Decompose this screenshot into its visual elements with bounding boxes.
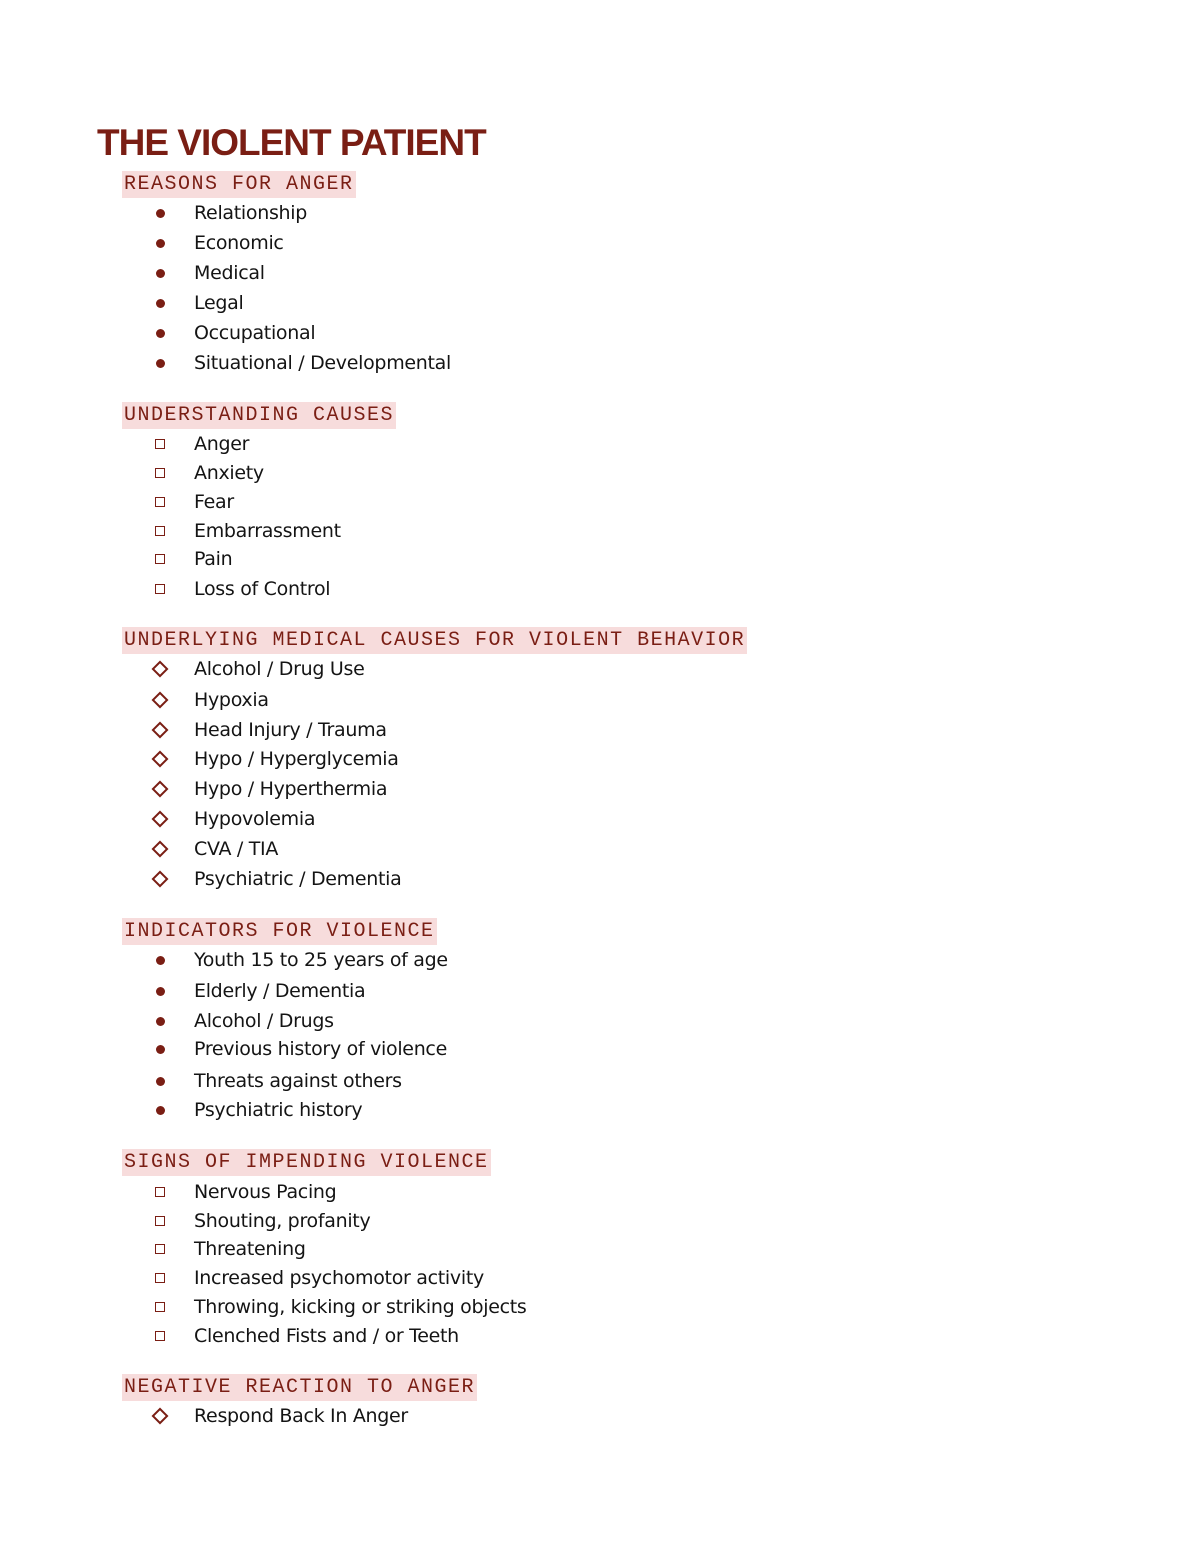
list-item: [0, 1006, 700, 1036]
list-item: [0, 258, 700, 288]
section-heading: NEGATIVE REACTION TO ANGER: [124, 1376, 476, 1399]
list-item-label: Legal: [194, 292, 244, 314]
list-item: [0, 864, 700, 894]
list-item: [0, 654, 700, 684]
square-bullet-icon: [150, 1263, 170, 1293]
list-item: [0, 198, 700, 228]
diamond-bullet-icon: [150, 654, 170, 684]
list-item: [0, 1095, 700, 1125]
list-item-label: Hypoxia: [194, 689, 269, 711]
square-bullet-icon: [150, 544, 170, 574]
square-bullet-icon: [150, 516, 170, 546]
list-item: [0, 318, 700, 348]
bullet-icon: [150, 1006, 170, 1036]
section-heading: UNDERLYING MEDICAL CAUSES FOR VIOLENT BEHAVIOR: [124, 629, 746, 652]
square-bullet-icon: [150, 487, 170, 517]
list-item-label: Psychiatric history: [194, 1099, 363, 1121]
diamond-bullet-icon: [150, 715, 170, 745]
list-item: [0, 1263, 700, 1293]
bullet-icon: [150, 945, 170, 975]
square-bullet-icon: [150, 429, 170, 459]
list-item-label: Elderly / Dementia: [194, 980, 366, 1002]
bullet-icon: [150, 288, 170, 318]
list-item: [0, 945, 700, 975]
list-item: [0, 288, 700, 318]
square-bullet-icon: [150, 1206, 170, 1236]
list-item: [0, 804, 700, 834]
bullet-icon: [150, 976, 170, 1006]
list-item: [0, 1292, 700, 1322]
list-item-label: Alcohol / Drugs: [194, 1010, 334, 1032]
list-item: [0, 1177, 700, 1207]
bullet-icon: [150, 198, 170, 228]
list-item-label: Alcohol / Drug Use: [194, 658, 365, 680]
list-item-label: Loss of Control: [194, 578, 331, 600]
list-item-label: Threats against others: [194, 1070, 402, 1092]
list-item-label: Hypovolemia: [194, 808, 316, 830]
list-item-label: Anger: [194, 433, 250, 455]
list-item-label: Nervous Pacing: [194, 1181, 337, 1203]
list-item-label: Situational / Developmental: [194, 352, 452, 374]
square-bullet-icon: [150, 1177, 170, 1207]
list-item: [0, 429, 700, 459]
list-item: [0, 1034, 700, 1064]
bullet-icon: [150, 258, 170, 288]
list-item-label: Pain: [194, 548, 233, 570]
section-heading: INDICATORS FOR VIOLENCE: [124, 920, 435, 943]
list-item: [0, 834, 700, 864]
square-bullet-icon: [150, 1234, 170, 1264]
list-item: [0, 1066, 700, 1096]
list-item: [0, 774, 700, 804]
diamond-bullet-icon: [150, 804, 170, 834]
bullet-icon: [150, 348, 170, 378]
square-bullet-icon: [150, 1292, 170, 1322]
diamond-bullet-icon: [150, 1401, 170, 1431]
list-item: [0, 487, 700, 517]
section-heading: UNDERSTANDING CAUSES: [124, 404, 395, 427]
list-item-label: Occupational: [194, 322, 316, 344]
list-item: [0, 228, 700, 258]
list-item: [0, 1401, 700, 1431]
list-item: [0, 544, 700, 574]
section-heading: SIGNS OF IMPENDING VIOLENCE: [124, 1151, 489, 1174]
list-item-label: Respond Back In Anger: [194, 1405, 408, 1427]
bullet-icon: [150, 1066, 170, 1096]
list-item-label: Increased psychomotor activity: [194, 1267, 484, 1289]
document-title: THE VIOLENT PATIENT: [97, 122, 486, 163]
list-item-label: Shouting, profanity: [194, 1210, 371, 1232]
list-item-label: Hypo / Hyperglycemia: [194, 748, 399, 770]
list-item: [0, 458, 700, 488]
list-item-label: Fear: [194, 491, 234, 513]
list-item: [0, 348, 700, 378]
bullet-icon: [150, 228, 170, 258]
list-item: [0, 1206, 700, 1236]
list-item: [0, 1234, 700, 1264]
list-item-label: Previous history of violence: [194, 1038, 447, 1060]
list-item-label: Relationship: [194, 202, 308, 224]
list-item-label: Hypo / Hyperthermia: [194, 778, 388, 800]
list-item-label: Head Injury / Trauma: [194, 719, 387, 741]
section-heading: REASONS FOR ANGER: [124, 173, 354, 196]
list-item-label: Throwing, kicking or striking objects: [194, 1296, 527, 1318]
diamond-bullet-icon: [150, 864, 170, 894]
list-item: [0, 574, 700, 604]
list-item-label: Youth 15 to 25 years of age: [194, 949, 448, 971]
list-item-label: Medical: [194, 262, 265, 284]
list-item: [0, 516, 700, 546]
list-item-label: Threatening: [194, 1238, 306, 1260]
list-item: [0, 715, 700, 745]
list-item: [0, 976, 700, 1006]
square-bullet-icon: [150, 458, 170, 488]
square-bullet-icon: [150, 574, 170, 604]
diamond-bullet-icon: [150, 774, 170, 804]
bullet-icon: [150, 1095, 170, 1125]
list-item-label: Clenched Fists and / or Teeth: [194, 1325, 459, 1347]
list-item: [0, 744, 700, 774]
diamond-bullet-icon: [150, 685, 170, 715]
bullet-icon: [150, 318, 170, 348]
list-item-label: Economic: [194, 232, 284, 254]
list-item-label: Embarrassment: [194, 520, 341, 542]
diamond-bullet-icon: [150, 834, 170, 864]
list-item-label: CVA / TIA: [194, 838, 279, 860]
list-item-label: Psychiatric / Dementia: [194, 868, 402, 890]
diamond-bullet-icon: [150, 744, 170, 774]
square-bullet-icon: [150, 1321, 170, 1351]
list-item-label: Anxiety: [194, 462, 264, 484]
list-item: [0, 1321, 700, 1351]
list-item: [0, 685, 700, 715]
bullet-icon: [150, 1034, 170, 1064]
